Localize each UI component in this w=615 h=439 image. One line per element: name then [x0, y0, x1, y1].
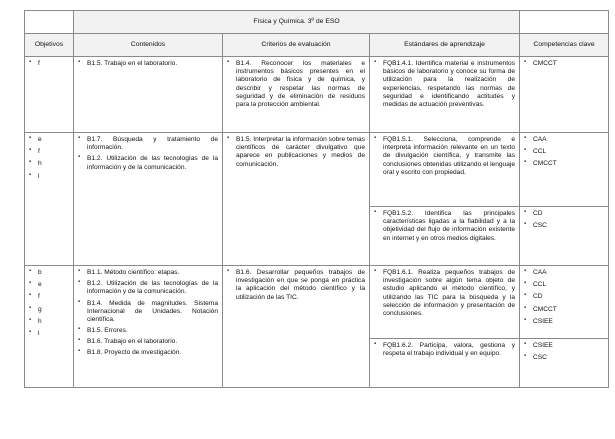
objetivo-item: ▪ f — [29, 60, 69, 68]
contenido-item: ▪ B1.5. Trabajo en el laboratorio. — [78, 60, 218, 68]
competencia-item: ▪ CMCCT — [524, 60, 604, 68]
competencias-cell — [520, 266, 609, 339]
estandar-item: ▪ FQB1.4.1. Identifica material e instrumentos básicos de laboratorio y conoce su forma de utilización para la realización de experiencias, respetando las normas de seguridad e identificando actitudes y medidas de actuación preventivas. — [374, 60, 515, 109]
contenidos-cell — [74, 133, 223, 266]
contenido-item: ▪ B1.5. Errores. — [78, 327, 218, 335]
estandar-item: ▪ FQB1.6.1. Realiza pequeños trabajos de investigación sobre algún tema objeto de estudio aplicando el método científico, y utilizando las TIC para la búsqueda y la selección de información y presentación de conclusiones. — [374, 269, 515, 318]
objetivo-item: ▪ g — [29, 306, 69, 314]
contenido-item: ▪ B1.6. Trabajo en el laboratorio. — [78, 338, 218, 346]
competencia-item: ▪ CMCCT — [524, 160, 604, 168]
estandar-cell — [370, 133, 520, 207]
competencia-item: ▪ CSIEE — [524, 318, 604, 326]
header-blank-cell — [520, 11, 609, 34]
criterio-cell — [223, 57, 370, 133]
contenido-item: ▪ B1.8. Proyecto de investigación. — [78, 349, 218, 357]
competencia-item: ▪ CAA — [524, 269, 604, 277]
column-header-competencias: Competencias clave — [520, 34, 609, 57]
estandar-item: ▪ FQB1.5.2. Identifica las principales características ligadas a la fiabilidad y a la objetividad del flujo de información existente en internet y en otros medios digitales. — [374, 210, 515, 243]
objetivo-item: ▪ h — [29, 318, 69, 326]
contenido-item: ▪ B1.4. Medida de magnitudes. Sistema Internacional de Unidades. Notación científica. — [78, 300, 218, 325]
table-row — [25, 266, 609, 339]
table-row — [25, 57, 609, 133]
criterio-item: ▪ B1.6. Desarrollar pequeños trabajos de investigación en que se ponga en práctica la aplicación del método científico y la utilización de las TIC. — [227, 269, 365, 302]
competencia-item: ▪ CSIEE — [524, 342, 604, 350]
curriculum-table — [24, 10, 609, 388]
objetivo-item: ▪ b — [29, 269, 69, 277]
competencia-item: ▪ CAA — [524, 136, 604, 144]
estandar-cell — [370, 207, 520, 266]
competencia-item: ▪ CMCCT — [524, 306, 604, 314]
competencia-item: ▪ CD — [524, 210, 604, 218]
criterio-cell — [223, 133, 370, 266]
table-title: Física y Química. 3º de ESO — [74, 11, 520, 34]
competencias-cell — [520, 339, 609, 388]
competencia-item: ▪ CD — [524, 293, 604, 301]
contenido-item: ▪ B1.2. Utilización de las tecnologías de la información y de la comunicación. — [78, 155, 218, 171]
objetivo-item: ▪ l — [29, 173, 69, 181]
table-row — [25, 133, 609, 207]
competencia-item: ▪ CSC — [524, 354, 604, 362]
estandar-cell — [370, 339, 520, 388]
objetivos-cell — [25, 133, 74, 266]
column-header-estandares: Estándares de aprendizaje — [370, 34, 520, 57]
criterio-item: ▪ B1.4. Reconocer los materiales e instrumentos básicos presentes en el laboratorio de física y de química, y describir y respetar las normas de seguridad y de eliminación de residuos para la protección ambiental. — [227, 60, 365, 109]
objetivo-item: ▪ e — [29, 136, 69, 144]
column-header-contenidos: Contenidos — [74, 34, 223, 57]
header-blank-cell — [25, 11, 74, 34]
objetivos-cell — [25, 57, 74, 133]
objetivo-item: ▪ e — [29, 281, 69, 289]
estandar-item: ▪ FQB1.5.1. Selecciona, comprende e interpreta información relevante en un texto de divulgación científica, y transmite las conclusiones obtenidas utilizando el lenguaje oral y escrito con propiedad. — [374, 136, 515, 177]
competencias-cell — [520, 133, 609, 207]
contenido-item: ▪ B1.1. Método científico: etapas. — [78, 269, 218, 277]
objetivo-item: ▪ l — [29, 330, 69, 338]
contenidos-cell — [74, 266, 223, 388]
estandar-cell — [370, 57, 520, 133]
column-header-criterios: Criterios de evaluación — [223, 34, 370, 57]
competencia-item: ▪ CCL — [524, 281, 604, 289]
contenido-item: ▪ B1.2. Utilización de las tecnologías de la información y de la comunicación. — [78, 280, 218, 296]
objetivos-cell — [25, 266, 74, 388]
contenido-item: ▪ B1.7. Búsqueda y tratamiento de información. — [78, 136, 218, 152]
contenidos-cell — [74, 57, 223, 133]
objetivo-item: ▪ h — [29, 160, 69, 168]
competencia-item: ▪ CSC — [524, 222, 604, 230]
column-header-objetivos: Objetivos — [25, 34, 74, 57]
objetivo-item: ▪ f — [29, 148, 69, 156]
estandar-cell — [370, 266, 520, 339]
criterio-cell — [223, 266, 370, 388]
objetivo-item: ▪ f — [29, 293, 69, 301]
competencias-cell — [520, 207, 609, 266]
competencia-item: ▪ CCL — [524, 148, 604, 156]
competencias-cell — [520, 57, 609, 133]
criterio-item: ▪ B1.5. Interpretar la información sobre temas científicos de carácter divulgativo que aparece en publicaciones y medios de comunicación. — [227, 136, 365, 169]
estandar-item: ▪ FQB1.6.2. Participa, valora, gestiona y respeta el trabajo individual y en equipo. — [374, 342, 515, 358]
